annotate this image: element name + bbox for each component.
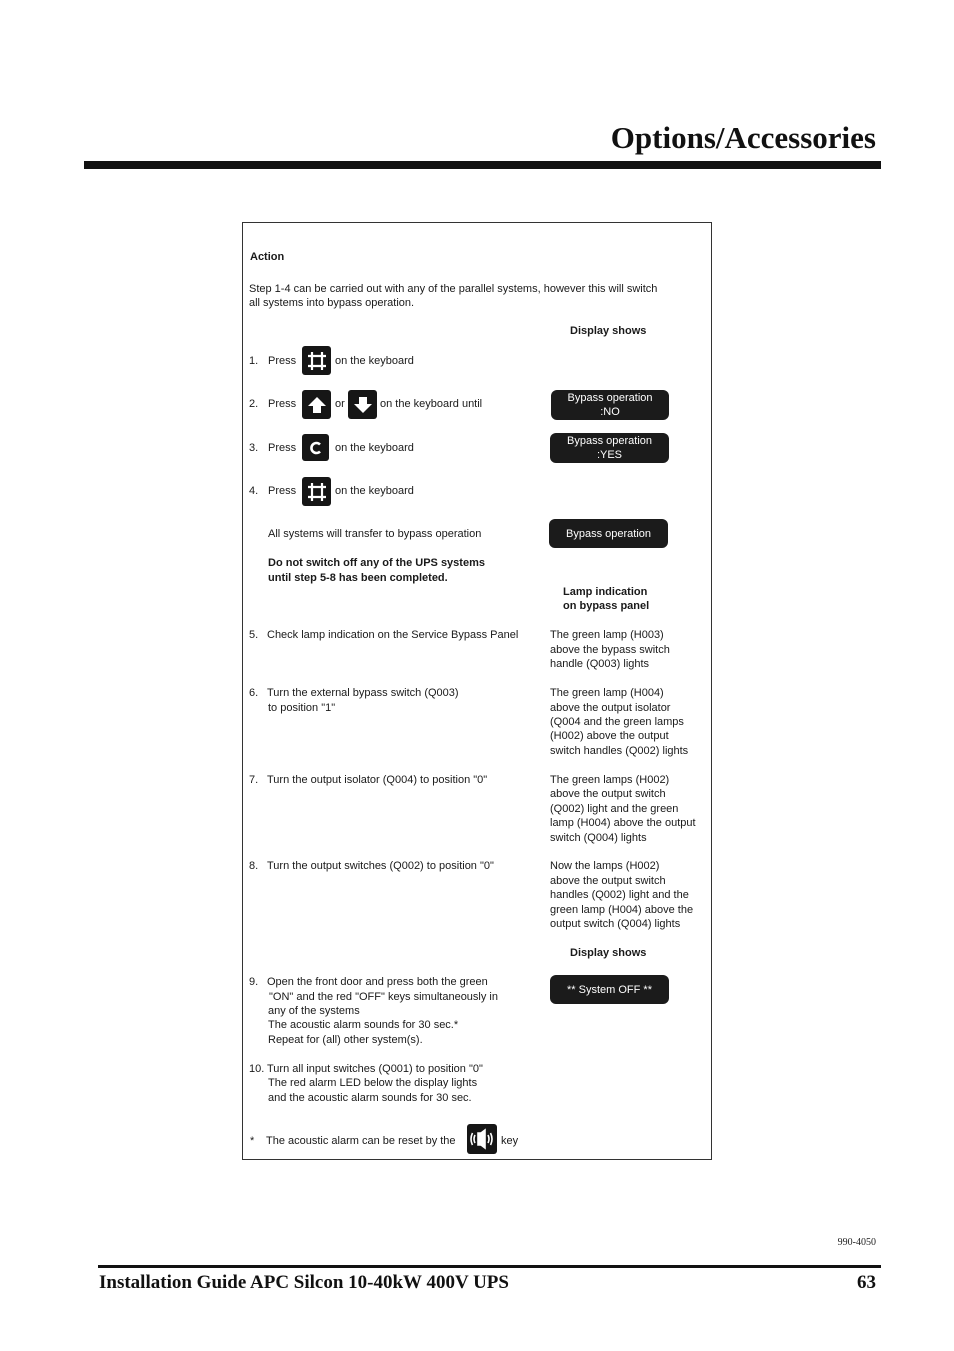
- up-arrow-key-icon: [302, 390, 331, 419]
- display-line: Bypass operation: [567, 392, 653, 404]
- step-number: 4.: [249, 485, 259, 497]
- intro-line-2: all systems into bypass operation.: [249, 297, 415, 309]
- footnote-text: The acoustic alarm can be reset by the: [266, 1135, 456, 1147]
- step-text: Turn all input switches (Q001) to position "0": [267, 1063, 483, 1075]
- display-line: Bypass operation: [567, 435, 652, 447]
- display-bypass-no: [551, 390, 669, 420]
- lamp-text: above the bypass switch: [550, 644, 670, 656]
- header-rule: [84, 161, 881, 169]
- step-instruction: on the keyboard: [335, 485, 414, 497]
- c-key-icon: [302, 434, 329, 461]
- lamp-text: above the output switch: [550, 875, 666, 887]
- step-text: any of the systems: [268, 1005, 360, 1017]
- display-bypass-yes: [550, 433, 669, 463]
- display-shows-label: Display shows: [570, 325, 647, 337]
- lamp-text: Now the lamps (H002): [550, 860, 660, 872]
- step-press-label: Press: [268, 398, 297, 410]
- step-text: The acoustic alarm sounds for 30 sec.*: [268, 1019, 459, 1031]
- display-line: Bypass operation: [566, 527, 651, 540]
- step-text: Repeat for (all) other system(s).: [268, 1034, 423, 1046]
- display-line: :YES: [596, 449, 623, 461]
- step-text: Turn the external bypass switch (Q003): [267, 687, 459, 699]
- step-number: 8.: [249, 860, 259, 872]
- page-number: 63: [857, 1272, 876, 1293]
- lamp-text: (H002) above the output: [550, 730, 669, 742]
- step-text: The red alarm LED below the display lights: [268, 1077, 478, 1089]
- lamp-text: lamp (H004) above the output: [550, 817, 696, 829]
- intro-line-1: Step 1-4 can be carried out with any of the parallel systems, however this will switch: [249, 283, 658, 295]
- footnote-marker: *: [250, 1135, 255, 1147]
- page-title: Options/Accessories: [610, 120, 876, 155]
- down-arrow-key-icon: [348, 390, 377, 419]
- step-instruction: on the keyboard: [335, 355, 414, 367]
- step-number: 2.: [249, 398, 259, 410]
- step-press-label: Press: [268, 485, 297, 497]
- warning-line-1: Do not switch off any of the UPS systems: [268, 557, 485, 569]
- lamp-text: handle (Q003) lights: [550, 658, 650, 670]
- transfer-note: All systems will transfer to bypass operation: [268, 528, 482, 540]
- step-instruction: on the keyboard: [335, 442, 414, 454]
- step-number: 10.: [249, 1063, 265, 1075]
- menu-key-icon: [302, 477, 331, 506]
- action-heading: Action: [250, 251, 285, 263]
- lamp-text: switch (Q004) lights: [550, 832, 647, 844]
- footer-rule: [98, 1265, 881, 1268]
- lamp-indication-label: Lamp indication: [563, 586, 648, 598]
- lamp-text: switch handles (Q002) lights: [550, 745, 689, 757]
- lamp-text: (Q002) light and the green: [550, 803, 679, 815]
- step-press-label: Press: [268, 355, 297, 367]
- footer-title: Installation Guide APC Silcon 10-40kW 400V UPS: [99, 1272, 509, 1293]
- step-instruction: on the keyboard until: [380, 398, 483, 410]
- lamp-text: output switch (Q004) lights: [550, 918, 681, 930]
- step-number: 6.: [249, 687, 259, 699]
- lamp-text: green lamp (H004) above the: [550, 904, 694, 916]
- step-press-label: Press: [268, 442, 297, 454]
- display-line: :NO: [600, 406, 620, 418]
- step-text: Open the front door and press both the green: [267, 976, 488, 988]
- warning-line-2: until step 5-8 has been completed.: [268, 572, 448, 584]
- alarm-reset-key-icon: [467, 1124, 497, 1154]
- document-number: 990-4050: [837, 1237, 876, 1248]
- step-text: to position "1": [268, 702, 336, 714]
- display-bypass-operation: [549, 519, 668, 548]
- footnote-after: key: [501, 1135, 519, 1147]
- lamp-text: above the output switch: [550, 788, 666, 800]
- step-text: Check lamp indication on the Service Bypass Panel: [267, 629, 519, 641]
- step-text: and the acoustic alarm sounds for 30 sec.: [268, 1092, 472, 1104]
- step-number: 9.: [249, 976, 259, 988]
- display-system-off: [550, 975, 669, 1004]
- step-number: 1.: [249, 355, 259, 367]
- lamp-indication-label: on bypass panel: [563, 600, 650, 612]
- menu-key-icon: [302, 346, 331, 375]
- step-text: Turn the output switches (Q002) to position "0": [267, 860, 494, 872]
- lamp-text: The green lamp (H003): [550, 629, 664, 641]
- lamp-text: handles (Q002) light and the: [550, 889, 689, 901]
- lamp-text: The green lamp (H004): [550, 687, 664, 699]
- step-text: "ON" and the red "OFF" keys simultaneously in: [269, 991, 498, 1003]
- lamp-text: above the output isolator: [550, 702, 671, 714]
- step-number: 5.: [249, 629, 259, 641]
- step-number: 3.: [249, 442, 259, 454]
- step-number: 7.: [249, 774, 259, 786]
- step-text: Turn the output isolator (Q004) to position "0": [267, 774, 488, 786]
- lamp-text: (Q004 and the green lamps: [550, 716, 684, 728]
- display-shows-label: Display shows: [570, 947, 647, 959]
- or-label: or: [335, 398, 345, 410]
- display-line: ** System OFF **: [567, 983, 652, 996]
- lamp-text: The green lamps (H002): [550, 774, 670, 786]
